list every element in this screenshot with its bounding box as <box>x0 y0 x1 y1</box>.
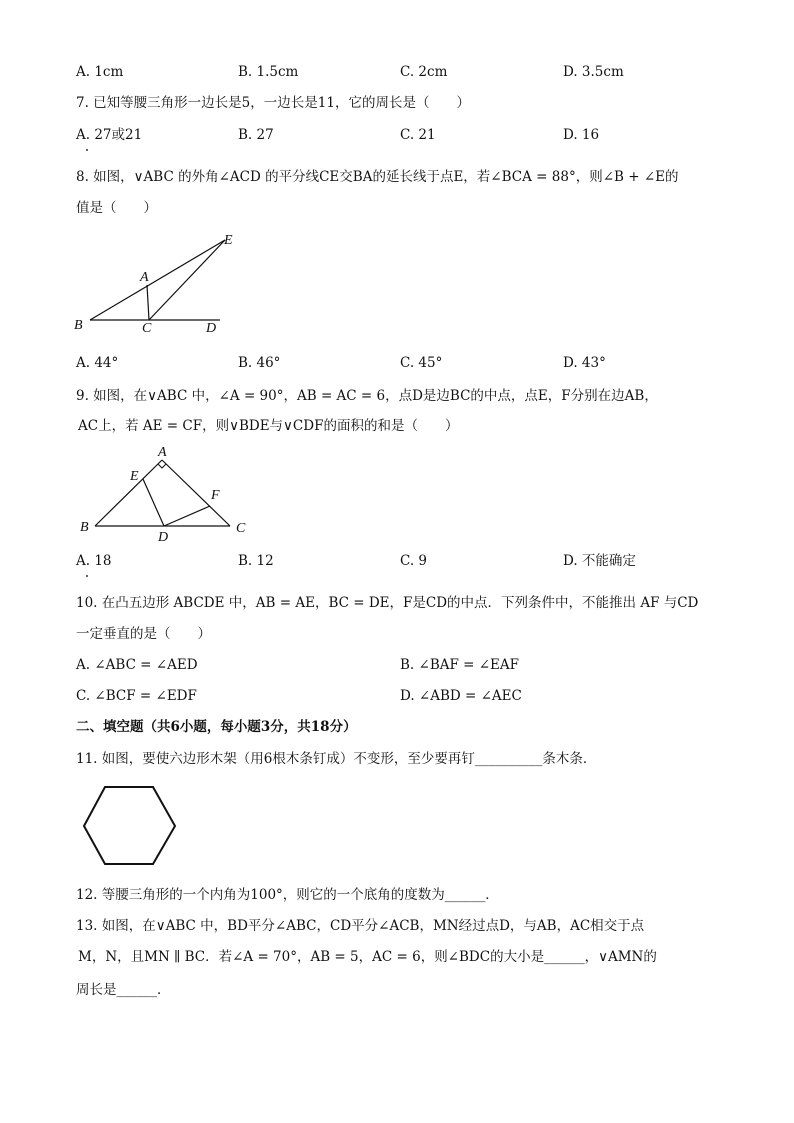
q7-stem: 7. 已知等腰三角形一边长是5，一边长是11，它的周长是（ ） <box>76 95 470 111</box>
q9-line-df <box>164 506 210 526</box>
q8-line-ce <box>149 240 225 320</box>
q10-option-a: A. ∠ABC = ∠AED <box>76 657 198 673</box>
q9-stem-line2: AC上，若 AE = CF，则∨BDE与∨CDF的面积的和是（ ） <box>78 418 459 434</box>
q8-label-b: B <box>74 318 83 333</box>
stray-dot <box>86 575 88 577</box>
section-title: 二、填空题（共6小题，每小题3分，共18分） <box>76 719 357 735</box>
q9-label-c: C <box>236 521 246 536</box>
q7-option-b: B. 27 <box>238 127 274 143</box>
q8-option-c: C. 45° <box>400 355 443 371</box>
q9-line-ba <box>95 460 162 526</box>
q7-option-a: A. 27或21 <box>76 127 143 143</box>
q6-option-d: D. 3.5cm <box>563 64 624 80</box>
q9-stem-line1: 9. 如图，在∨ABC 中，∠A = 90°，AB = AC = 6，点D是边BC的中点，点E，F分别在边AB， <box>76 388 658 404</box>
q8-option-d: D. 43° <box>563 355 606 371</box>
q8-figure <box>70 228 240 340</box>
q13-stem-line2: M，N，且MN ∥ BC．若∠A = 70°，AB = 5，AC = 6，则∠BDC的大小是______，∨AMN的 <box>78 949 657 965</box>
q6-option-a: A. 1cm <box>76 64 124 80</box>
q8-option-b: B. 46° <box>238 355 281 371</box>
q8-option-a: A. 44° <box>76 355 119 371</box>
q9-label-f: F <box>211 488 220 503</box>
q7-option-c: C. 21 <box>400 127 436 143</box>
q10-stem-line1: 10. 在凸五边形 ABCDE 中，AB = AE，BC = DE，F是CD的中点．下列条件中，不能推出 AF 与CD <box>76 595 699 611</box>
q9-right-angle-mark <box>158 464 166 468</box>
q12-stem: 12. 等腰三角形的一个内角为100°，则它的一个底角的度数为______． <box>76 887 499 903</box>
q9-label-d: D <box>158 530 169 544</box>
q8-label-e: E <box>224 233 233 248</box>
q6-option-b: B. 1.5cm <box>238 64 299 80</box>
q8-label-c: C <box>142 321 152 336</box>
q10-option-c: C. ∠BCF = ∠EDF <box>76 688 197 704</box>
q9-option-b: B. 12 <box>238 553 274 569</box>
q8-line-be <box>90 240 225 320</box>
stray-dot <box>86 149 88 151</box>
q9-label-b: B <box>80 520 89 535</box>
q8-stem-line1: 8. 如图，∨ABC 的外角∠ACD 的平分线CE交BA的延长线于点E，若∠BCA = 88°，则∠B + ∠E的 <box>76 169 679 185</box>
q10-stem-line2: 一定垂直的是（ ） <box>76 626 211 642</box>
q9-line-ed <box>143 479 164 526</box>
q6-option-c: C. 2cm <box>400 64 448 80</box>
q13-stem-line3: 周长是______． <box>76 982 171 998</box>
q9-option-d: D. 不能确定 <box>563 553 636 569</box>
q9-line-ac <box>162 460 230 526</box>
q11-hexagon-figure <box>80 783 180 869</box>
hexagon-shape <box>84 787 175 864</box>
q8-stem-line2: 值是（ ） <box>76 200 157 216</box>
q10-option-d: D. ∠ABD = ∠AEC <box>400 688 522 704</box>
q8-line-ac <box>147 285 149 320</box>
q8-label-d: D <box>206 321 217 336</box>
q10-option-b: B. ∠BAF = ∠EAF <box>400 657 520 673</box>
q8-label-a: A <box>140 270 149 285</box>
q9-option-c: C. 9 <box>400 553 428 569</box>
q9-label-e: E <box>130 469 139 484</box>
q9-label-a: A <box>158 445 167 460</box>
q13-stem-line1: 13. 如图，在∨ABC 中，BD平分∠ABC，CD平分∠ACB，MN经过点D，与AB，AC相交于点 <box>76 918 645 934</box>
q9-option-a: A. 18 <box>76 553 112 569</box>
q7-option-d: D. 16 <box>563 127 600 143</box>
q11-stem: 11. 如图，要使六边形木架（用6根木条钉成）不变形，至少要再钉__________条木条． <box>76 751 597 767</box>
q9-figure <box>78 442 258 544</box>
